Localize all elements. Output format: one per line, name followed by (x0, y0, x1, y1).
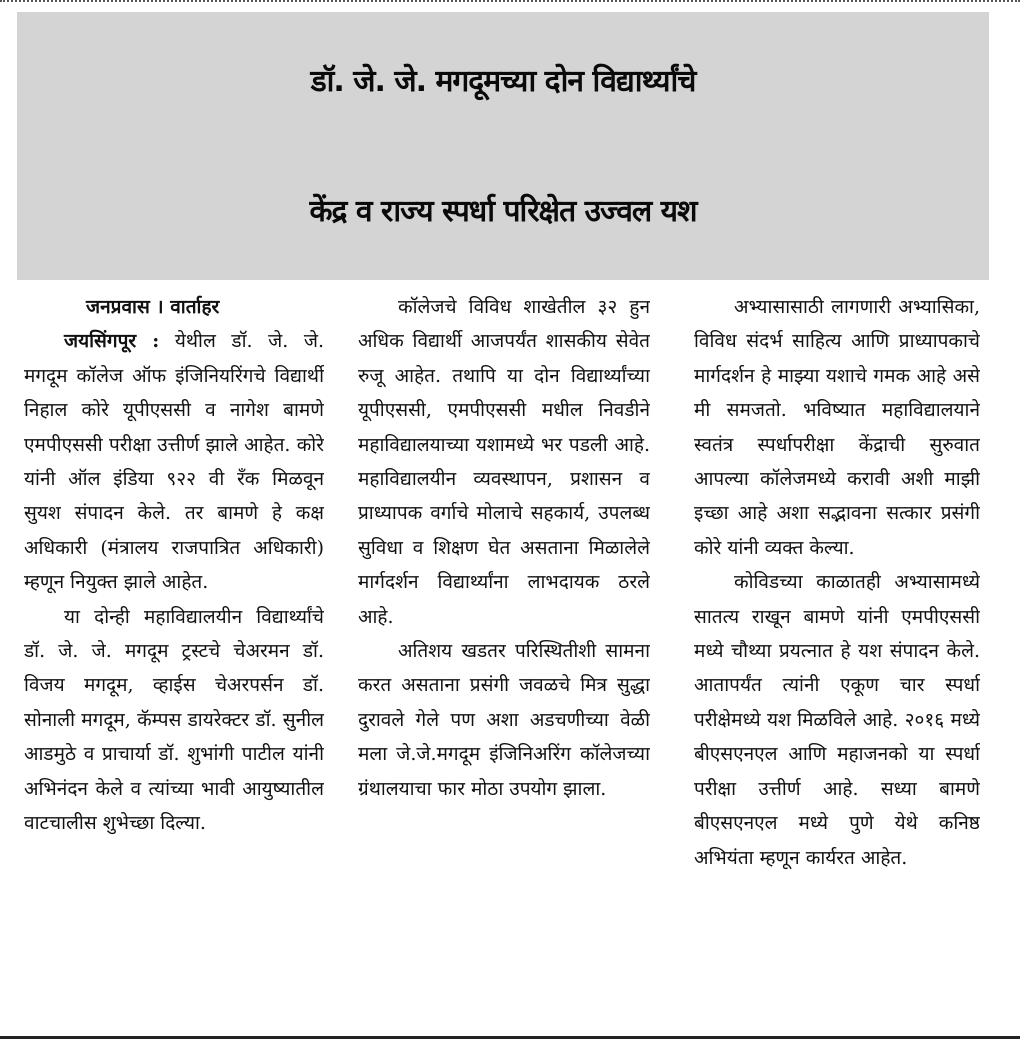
headline-box (17, 12, 989, 280)
article-column-3 (694, 290, 980, 1030)
dateline: जयसिंगपूर : (64, 330, 160, 353)
headline-line-2: केंद्र व राज्य स्पर्धा परिक्षेत उज्वल यश (309, 194, 697, 229)
paragraph-3: कॉलेजचे विविध शाखेतील ३२ हुन अधिक विद्यार्थी आजपर्यंत शासकीय सेवेत रुजू आहेत. तथापि या दोन विद्यार्थ्यांच्या यूपीएससी, एमपीएससी मधील निवडीने महाविद्यालयाच्या यशामध्ये भर पडली आहे. महाविद्यालयीन व्यवस्थापन, प्रशासन व प्राध्यापक वर्गाचे मोलाचे सहकार्य, उपलब्ध सुविधा व शिक्षण घेत असताना मिळालेले मार्गदर्शन विद्यार्थ्यांना लाभदायक ठरले आहे. (358, 296, 650, 628)
paragraph-1 (24, 324, 324, 599)
article-column-2 (358, 290, 650, 1030)
paragraph-1-text: येथील डॉ. जे. जे. मगदूम कॉलेज ऑफ इंजिनियरिंगचे विद्यार्थी निहाल कोरे यूपीएससी व नागेश बामणे एमपीएससी परीक्षा उत्तीर्ण झाले आहेत. कोरे यांनी ऑल इंडिया ९२२ वी रँक मिळवून सुयश संपादन केले. तर बामणे हे कक्ष अधिकारी (मंत्रालय राजपात्रित अधिकारी) म्हणून नियुक्त झाले आहेत. (24, 330, 324, 594)
bottom-rule (0, 1036, 1020, 1039)
paragraph-6: कोविडच्या काळातही अभ्यासामध्ये सातत्य राखून बामणे यांनी एमपीएससी मध्ये चौथ्या प्रयत्नात हे यश संपादन केले. आतापर्यंत त्यांनी एकूण चार स्पर्धा परीक्षेमध्ये यश मिळविले आहे. २०१६ मध्ये बीएसएनएल आणि महाजनको या स्पर्धा परीक्षा उत्तीर्ण आहे. सध्या बामणे बीएसएनएल मध्ये पुणे येथे कनिष्ठ अभियंता म्हणून कार्यरत आहेत. (694, 571, 980, 869)
top-dotted-rule (0, 0, 1020, 6)
article-column-1 (24, 290, 324, 1030)
paragraph-2: या दोन्ही महाविद्यालयीन विद्यार्थ्यांचे डॉ. जे. जे. मगदूम ट्रस्टचे चेअरमन डॉ. विजय मगदूम, व्हाईस चेअरपर्सन डॉ. सोनाली मगदूम, कॅम्पस डायरेक्टर डॉ. सुनील आडमुठे व प्राचार्या डॉ. शुभांगी पाटील यांनी अभिनंदन केले व त्यांच्या भावी आयुष्यातील वाटचालीस शुभेच्छा दिल्या. (24, 605, 324, 835)
headline-line-1: डॉ. जे. जे. मगदूमच्या दोन विद्यार्थ्यांचे (310, 64, 696, 99)
byline: जनप्रवास । वार्ताहर (86, 296, 220, 318)
paragraph-5: अभ्यासासाठी लागणारी अभ्यासिका, विविध संदर्भ साहित्य आणि प्राध्यापकाचे मार्गदर्शन हे माझ्या यशाचे गमक आहे असे मी समजतो. भविष्यात महाविद्यालयाने स्वतंत्र स्पर्धापरीक्षा केंद्राची सुरुवात आपल्या कॉलेजमध्ये करावी अशी माझी इच्छा आहे अशा सद्भावना सत्कार प्रसंगी कोरे यांनी व्यक्त केल्या. (694, 296, 980, 559)
paragraph-4: अतिशय खडतर परिस्थितीशी सामना करत असताना प्रसंगी जवळचे मित्र सुद्धा दुरावले गेले पण अशा अडचणीच्या वेळी मला जे.जे.मगदूम इंजिनिअरिंग कॉलेजच्या ग्रंथालयाचा फार मोठा उपयोग झाला. (358, 640, 650, 800)
